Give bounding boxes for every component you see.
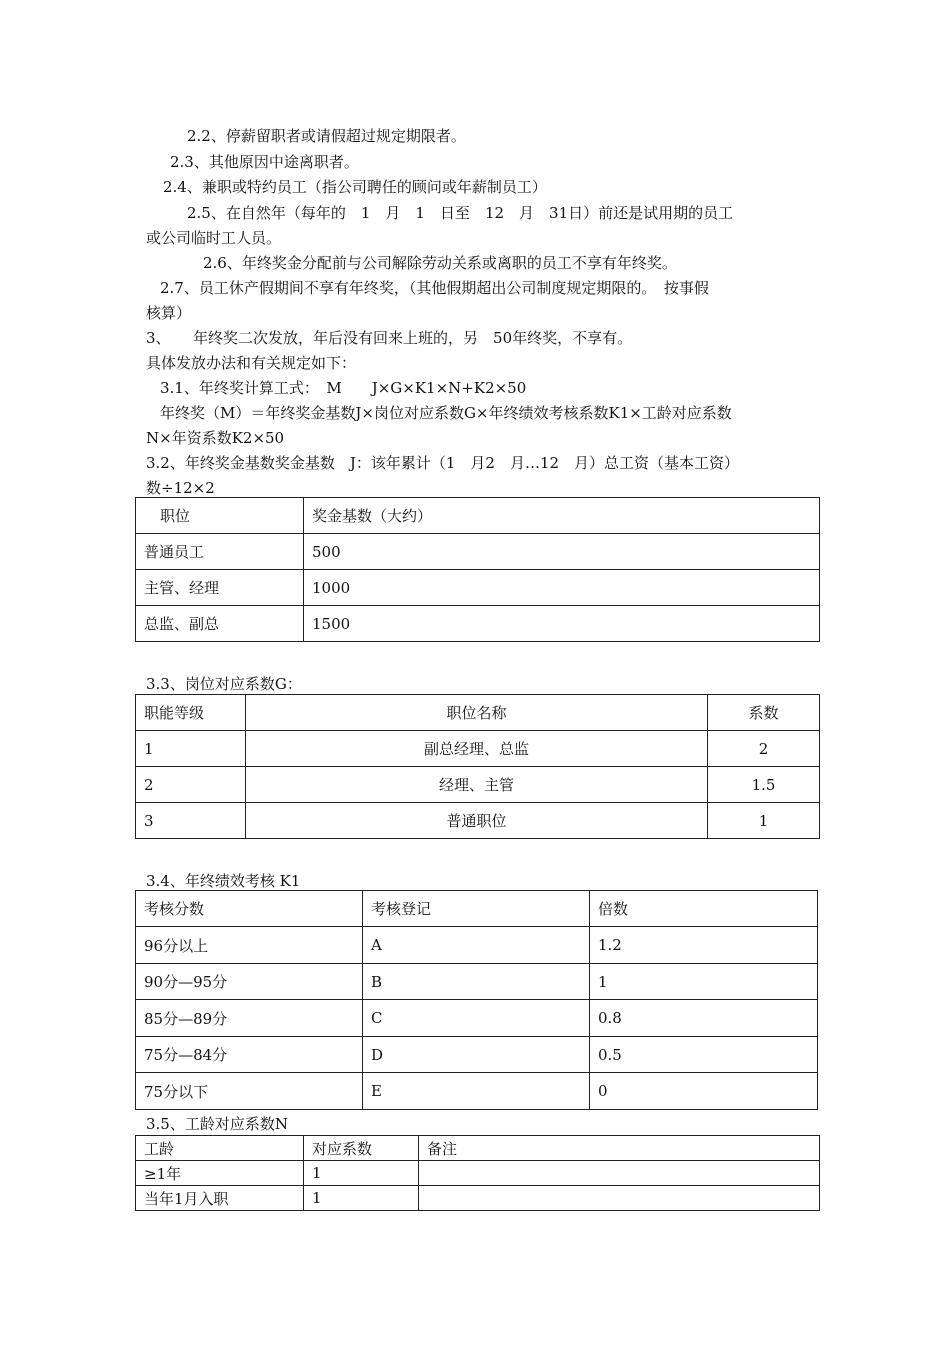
table-cell: 经理、主管 (246, 767, 708, 803)
paragraph-2-3: 2.3、其他原因中途离职者。 (170, 153, 359, 171)
table-row (136, 964, 818, 1000)
table-cell: 主管、经理 (136, 570, 304, 606)
header-cell: 倍数 (590, 891, 818, 927)
table-cell: ≥1年 (136, 1161, 304, 1186)
table-header-row (136, 498, 820, 534)
paragraph-3-5: 3.5、工龄对应系数N (146, 1115, 288, 1133)
table-cell: 500 (304, 534, 820, 570)
table-header-row (136, 891, 818, 927)
table-cell: A (363, 927, 590, 964)
table-row (136, 570, 820, 606)
paragraph-3-3: 3.3、岗位对应系数G： (146, 675, 302, 693)
table-cell: E (363, 1073, 590, 1110)
table-cell: 1.2 (590, 927, 818, 964)
table-cell: 2 (708, 731, 820, 767)
paragraph-3-4: 3.4、年终绩效考核 K1 (146, 872, 301, 890)
table-cell: 2 (136, 767, 246, 803)
table-cell: 1.5 (708, 767, 820, 803)
table-cell: C (363, 1000, 590, 1037)
header-cell: 职位 (136, 498, 304, 534)
table-row (136, 1000, 818, 1037)
bonus-base-table (135, 497, 820, 642)
table-cell: 当年1月入职 (136, 1186, 304, 1211)
paragraph-3-intro: 具体发放办法和有关规定如下： (146, 354, 357, 372)
table-cell: 75分以下 (136, 1073, 363, 1110)
table-row (136, 1037, 818, 1073)
paragraph-2-5-cont: 或公司临时工人员。 (146, 229, 282, 247)
table-cell: 副总经理、总监 (246, 731, 708, 767)
paragraph-2-6: 2.6、年终奖金分配前与公司解除劳动关系或离职的员工不享有年终奖。 (203, 254, 677, 272)
paragraph-2-7-cont: 核算） (146, 304, 192, 322)
table-cell: 1 (590, 964, 818, 1000)
paragraph-2-7: 2.7、员工休产假期间不享有年终奖，（其他假期超出公司制度规定期限的。 按事假 (160, 279, 709, 297)
paragraph-2-4: 2.4、兼职或特约员工（指公司聘任的顾问或年薪制员工） (163, 178, 547, 196)
seniority-table (135, 1135, 820, 1211)
table-cell: 85分—89分 (136, 1000, 363, 1037)
header-cell: 对应系数 (304, 1136, 419, 1161)
paragraph-2-5: 2.5、在自然年（每年的 1 月 1 日至 12 月 31日）前还是试用期的员工 (187, 204, 734, 222)
table-cell: D (363, 1037, 590, 1073)
table-row (136, 803, 820, 839)
paragraph-3-1-formula: 年终奖（M）＝年终奖金基数J×岗位对应系数G×年终绩效考核系数K1×工龄对应系数 (160, 404, 732, 422)
table-row (136, 1161, 820, 1186)
table-row (136, 731, 820, 767)
table-row (136, 927, 818, 964)
table-cell: 1 (304, 1161, 419, 1186)
table-cell: 90分—95分 (136, 964, 363, 1000)
table-cell (419, 1161, 820, 1186)
table-header-row (136, 1136, 820, 1161)
table-cell: 1 (304, 1186, 419, 1211)
table-row (136, 1073, 818, 1110)
paragraph-3: 3、 年终奖二次发放，年后没有回来上班的，另 50年终奖，不享有。 (146, 329, 633, 347)
table-row (136, 606, 820, 642)
paragraph-3-2: 3.2、年终奖金基数奖金基数 J：该年累计（1 月2 月…12 月）总工资（基本工资） (146, 454, 740, 472)
header-cell: 职能等级 (136, 695, 246, 731)
performance-table (135, 890, 818, 1110)
table-cell: 1 (136, 731, 246, 767)
header-cell: 工龄 (136, 1136, 304, 1161)
table-row (136, 767, 820, 803)
header-cell: 系数 (708, 695, 820, 731)
table-cell: 1500 (304, 606, 820, 642)
header-cell: 备注 (419, 1136, 820, 1161)
table-cell: 1 (708, 803, 820, 839)
table-cell: B (363, 964, 590, 1000)
position-coefficient-table (135, 694, 820, 839)
table-header-row (136, 695, 820, 731)
paragraph-2-2: 2.2、停薪留职者或请假超过规定期限者。 (187, 127, 466, 145)
table-cell: 75分—84分 (136, 1037, 363, 1073)
header-cell: 考核分数 (136, 891, 363, 927)
header-cell: 职位名称 (246, 695, 708, 731)
table-cell (419, 1186, 820, 1211)
table-cell: 96分以上 (136, 927, 363, 964)
table-row (136, 1186, 820, 1211)
header-cell: 奖金基数（大约） (304, 498, 820, 534)
table-cell: 普通职位 (246, 803, 708, 839)
table-cell: 3 (136, 803, 246, 839)
paragraph-3-2-cont: 数÷12×2 (146, 479, 215, 497)
table-row (136, 534, 820, 570)
table-cell: 0.5 (590, 1037, 818, 1073)
table-cell: 普通员工 (136, 534, 304, 570)
table-cell: 0 (590, 1073, 818, 1110)
paragraph-3-1-formula-cont: N×年资系数K2×50 (146, 429, 285, 447)
table-cell: 总监、副总 (136, 606, 304, 642)
table-cell: 1000 (304, 570, 820, 606)
paragraph-3-1: 3.1、年终奖计算工式： M J×G×K1×N+K2×50 (160, 379, 527, 397)
header-cell: 考核登记 (363, 891, 590, 927)
table-cell: 0.8 (590, 1000, 818, 1037)
